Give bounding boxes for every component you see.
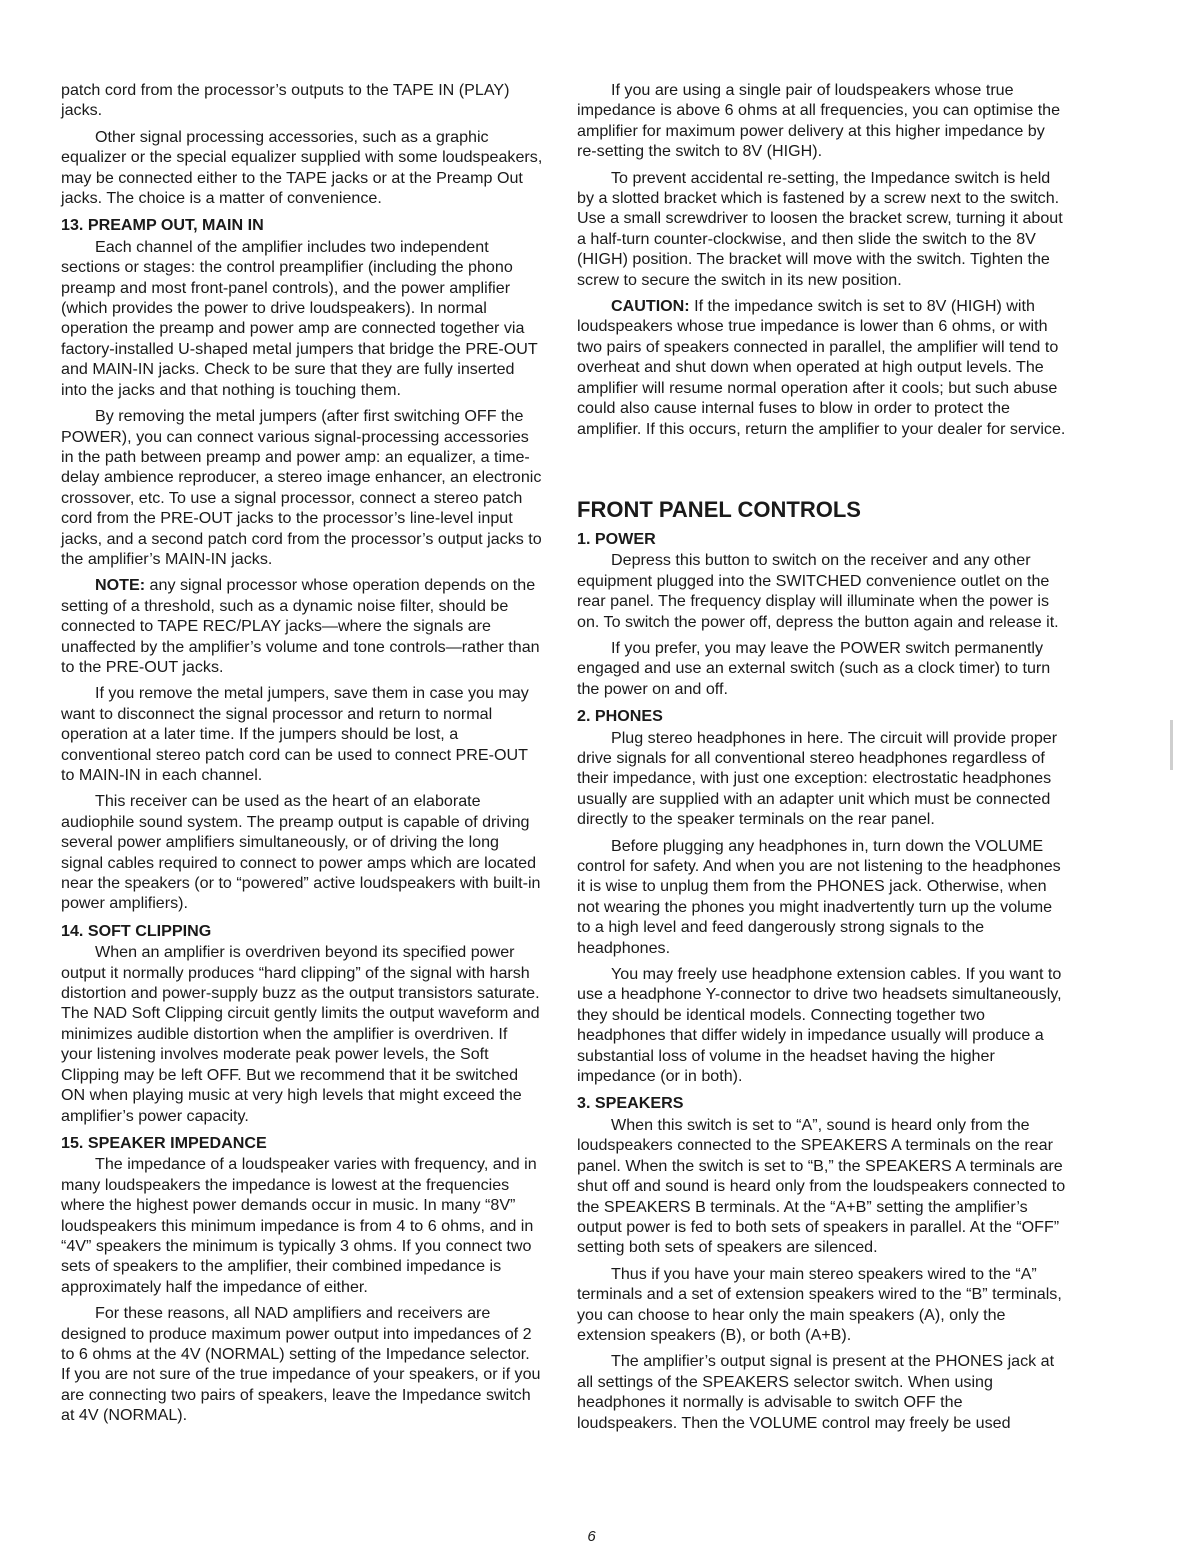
heading-speaker-impedance: 15. SPEAKER IMPEDANCE <box>61 1133 267 1152</box>
caution-text: If the impedance switch is set to 8V (HIGH) with loudspeakers whose true impedance is lower than 6 ohms, or with two pairs of speakers connected in parallel, the amplifier will tend to overheat and shut down when operated at high output levels. The amplifier will resume normal operation after it cools; but such abuse could also cause internal fuses to blow in order to protect the amplifier. If this occurs, return the amplifier to your dealer for service. <box>577 297 1066 438</box>
paragraph: Other signal processing accessories, such as a graphic equalizer or the special equalizer supplied with some loudspeakers, may be connected either to the TAPE jacks or at the Preamp Out jacks. The choice is a matter of convenience. <box>61 127 543 208</box>
paragraph: The amplifier’s output signal is present at the PHONES jack at all settings of the SPEAKERS selector switch. When using headphones it normally is advisable to switch OFF the loudspeakers. Then the VOLUME control may freely be used <box>577 1352 1055 1432</box>
section-title-front-panel-controls: FRONT PANEL CONTROLS <box>577 496 861 522</box>
caution-paragraph <box>577 296 1067 439</box>
left-column <box>61 80 543 1432</box>
paragraph: The impedance of a loudspeaker varies with frequency, and in many loudspeakers the impedance is lowest at the frequencies where the highest power demands occur in music. In many “8V” loudspeakers this minimum impedance is from 4 to 6 ohms, and in “4V” speakers the minimum is typically 3 ohms. If you connect two sets of speakers to the amplifier, their combined impedance is approximately half the impedance of either. <box>61 1155 537 1296</box>
heading-phones: 2. PHONES <box>577 707 663 726</box>
paragraph: Each channel of the amplifier includes two independent sections or stages: the control preamplifier (including the phono preamp and most front-panel controls), and the power amplifier (which provides the power to drive loudspeakers). In normal operation the preamp and power amp are connected together via factory-installed U-shaped metal jumpers that bridge the PRE-OUT and MAIN-IN jacks. Check to be sure that they are fully inserted into the jacks and that nothing is touching them. <box>61 237 538 399</box>
paragraph: When an amplifier is overdriven beyond its specified power output it normally produces “hard clipping” of the signal with harsh distortion and power-supply buzz as the output transistors saturate. The NAD Soft Clipping circuit gently limits the output waveform and minimizes audible distortion when the amplifier is overdriven. If your listening involves moderate peak power levels, the Soft Clipping may be left OFF. But we recommend that it be switched ON when playing music at very high levels that might exceed the amplifier’s power capacity. <box>61 943 540 1125</box>
note-text: any signal processor whose operation depends on the setting of a threshold, such as a dynamic noise filter, should be connected to TAPE REC/PLAY jacks—where the signals are unaffected by the amplifier’s volume and tone controls—rather than to the PRE-OUT jacks. <box>61 576 540 676</box>
paragraph: For these reasons, all NAD amplifiers and receivers are designed to produce maximum power output into impedances of 2 to 6 ohms at the 4V (NORMAL) setting of the Impedance selector. If you are not sure of the true impedance of your speakers, or if you are connecting two pairs of speakers, leave the Impedance switch at 4V (NORMAL). <box>61 1304 541 1425</box>
paragraph: If you are using a single pair of loudspeakers whose true impedance is above 6 ohms at all frequencies, you can optimise the amplifier for maximum power delivery at this higher impedance by re-setting the switch to 8V (HIGH). <box>577 81 1061 161</box>
scan-artifact <box>1170 720 1173 770</box>
paragraph: This receiver can be used as the heart of an elaborate audiophile sound system. The preamp output is capable of driving several power amplifiers simultaneously, or of driving the long signal cables required to connect to power amps which are located near the speakers (or to “powered” active loudspeakers with built-in power amplifiers). <box>61 792 541 913</box>
note-paragraph <box>61 575 543 677</box>
paragraph: Before plugging any headphones in, turn down the VOLUME control for safety. And when you are not listening to the headphones it is wise to unplug them from the PHONES jack. Otherwise, when not wearing the phones you might inadvertently turn up the volume to a high level and feed dangerously strong signals to the headphones. <box>577 836 1061 957</box>
caution-label: CAUTION: <box>611 297 690 316</box>
heading-soft-clipping: 14. SOFT CLIPPING <box>61 921 212 940</box>
heading-preamp-out-main-in: 13. PREAMP OUT, MAIN IN <box>61 216 264 235</box>
paragraph: Depress this button to switch on the receiver and any other equipment plugged into the SWITCHED convenience outlet on the rear panel. The frequency display will illuminate when the power is on. To switch the power off, depress the button again and release it. <box>577 551 1059 631</box>
paragraph: When this switch is set to “A”, sound is heard only from the loudspeakers connected to the SPEAKERS A terminals on the rear panel. When the switch is set to “B,” the SPEAKERS A terminals are shut off and sound is heard only from the loudspeakers connected to the SPEAKERS B terminals. At the “A+B” setting the amplifier’s output power is fed to both sets of speakers in parallel. At the “OFF” setting both sets of speakers are silenced. <box>577 1115 1066 1257</box>
note-label: NOTE: <box>95 576 146 595</box>
paragraph: You may freely use headphone extension cables. If you want to use a headphone Y-connector to drive two headsets simultaneously, they should be identical models. Connecting together two headphones that differ widely in impedance usually will produce a substantial loss of volume in the headset having the higher impedance (or in both). <box>577 965 1062 1086</box>
heading-power: 1. POWER <box>577 529 656 548</box>
paragraph: Plug stereo headphones in here. The circuit will provide proper drive signals for all conventional stereo headphones regardless of their impedance, with just one exception: electrostatic headphones usually are supplied with an adapter unit which must be connected directly to the speaker terminals on the rear panel. <box>577 728 1058 829</box>
paragraph: To prevent accidental re-setting, the Impedance switch is held by a slotted bracket which is fastened by a screw next to the switch. Use a small screwdriver to loosen the bracket screw, turning it about a half-turn counter-clockwise, and then slide the switch to the 8V (HIGH) position. The bracket will move with the switch. Tighten the screw to secure the switch in its new position. <box>577 168 1063 289</box>
paragraph: If you prefer, you may leave the POWER switch permanently engaged and use an external switch (such as a clock timer) to turn the power on and off. <box>577 638 1051 698</box>
paragraph: By removing the metal jumpers (after first switching OFF the POWER), you can connect various signal-processing accessories in the path between preamp and power amp: an equalizer, a time-delay ambience reproducer, a stereo image enhancer, an electronic crossover, etc. To use a signal processor, connect a stereo patch cord from the PRE-OUT jacks to the processor’s line-level input jacks, and a second patch cord from the processor’s output jacks to the amplifier’s MAIN-IN jacks. <box>61 407 542 568</box>
paragraph: Thus if you have your main stereo speakers wired to the “A” terminals and a set of extension speakers wired to the “B” terminals, you can choose to hear only the main speakers (A), only the extension speakers (B), or both (A+B). <box>577 1264 1062 1344</box>
paragraph: patch cord from the processor’s outputs to the TAPE IN (PLAY) jacks. <box>61 81 510 120</box>
right-column <box>577 80 1067 1439</box>
paragraph: If you remove the metal jumpers, save them in case you may want to disconnect the signal processor and return to normal operation at a later time. If the jumpers should be lost, a conventional stereo patch cord can be used to connect PRE-OUT to MAIN-IN in each channel. <box>61 684 529 784</box>
heading-speakers: 3. SPEAKERS <box>577 1094 684 1113</box>
page-number: 6 <box>587 1528 596 1545</box>
